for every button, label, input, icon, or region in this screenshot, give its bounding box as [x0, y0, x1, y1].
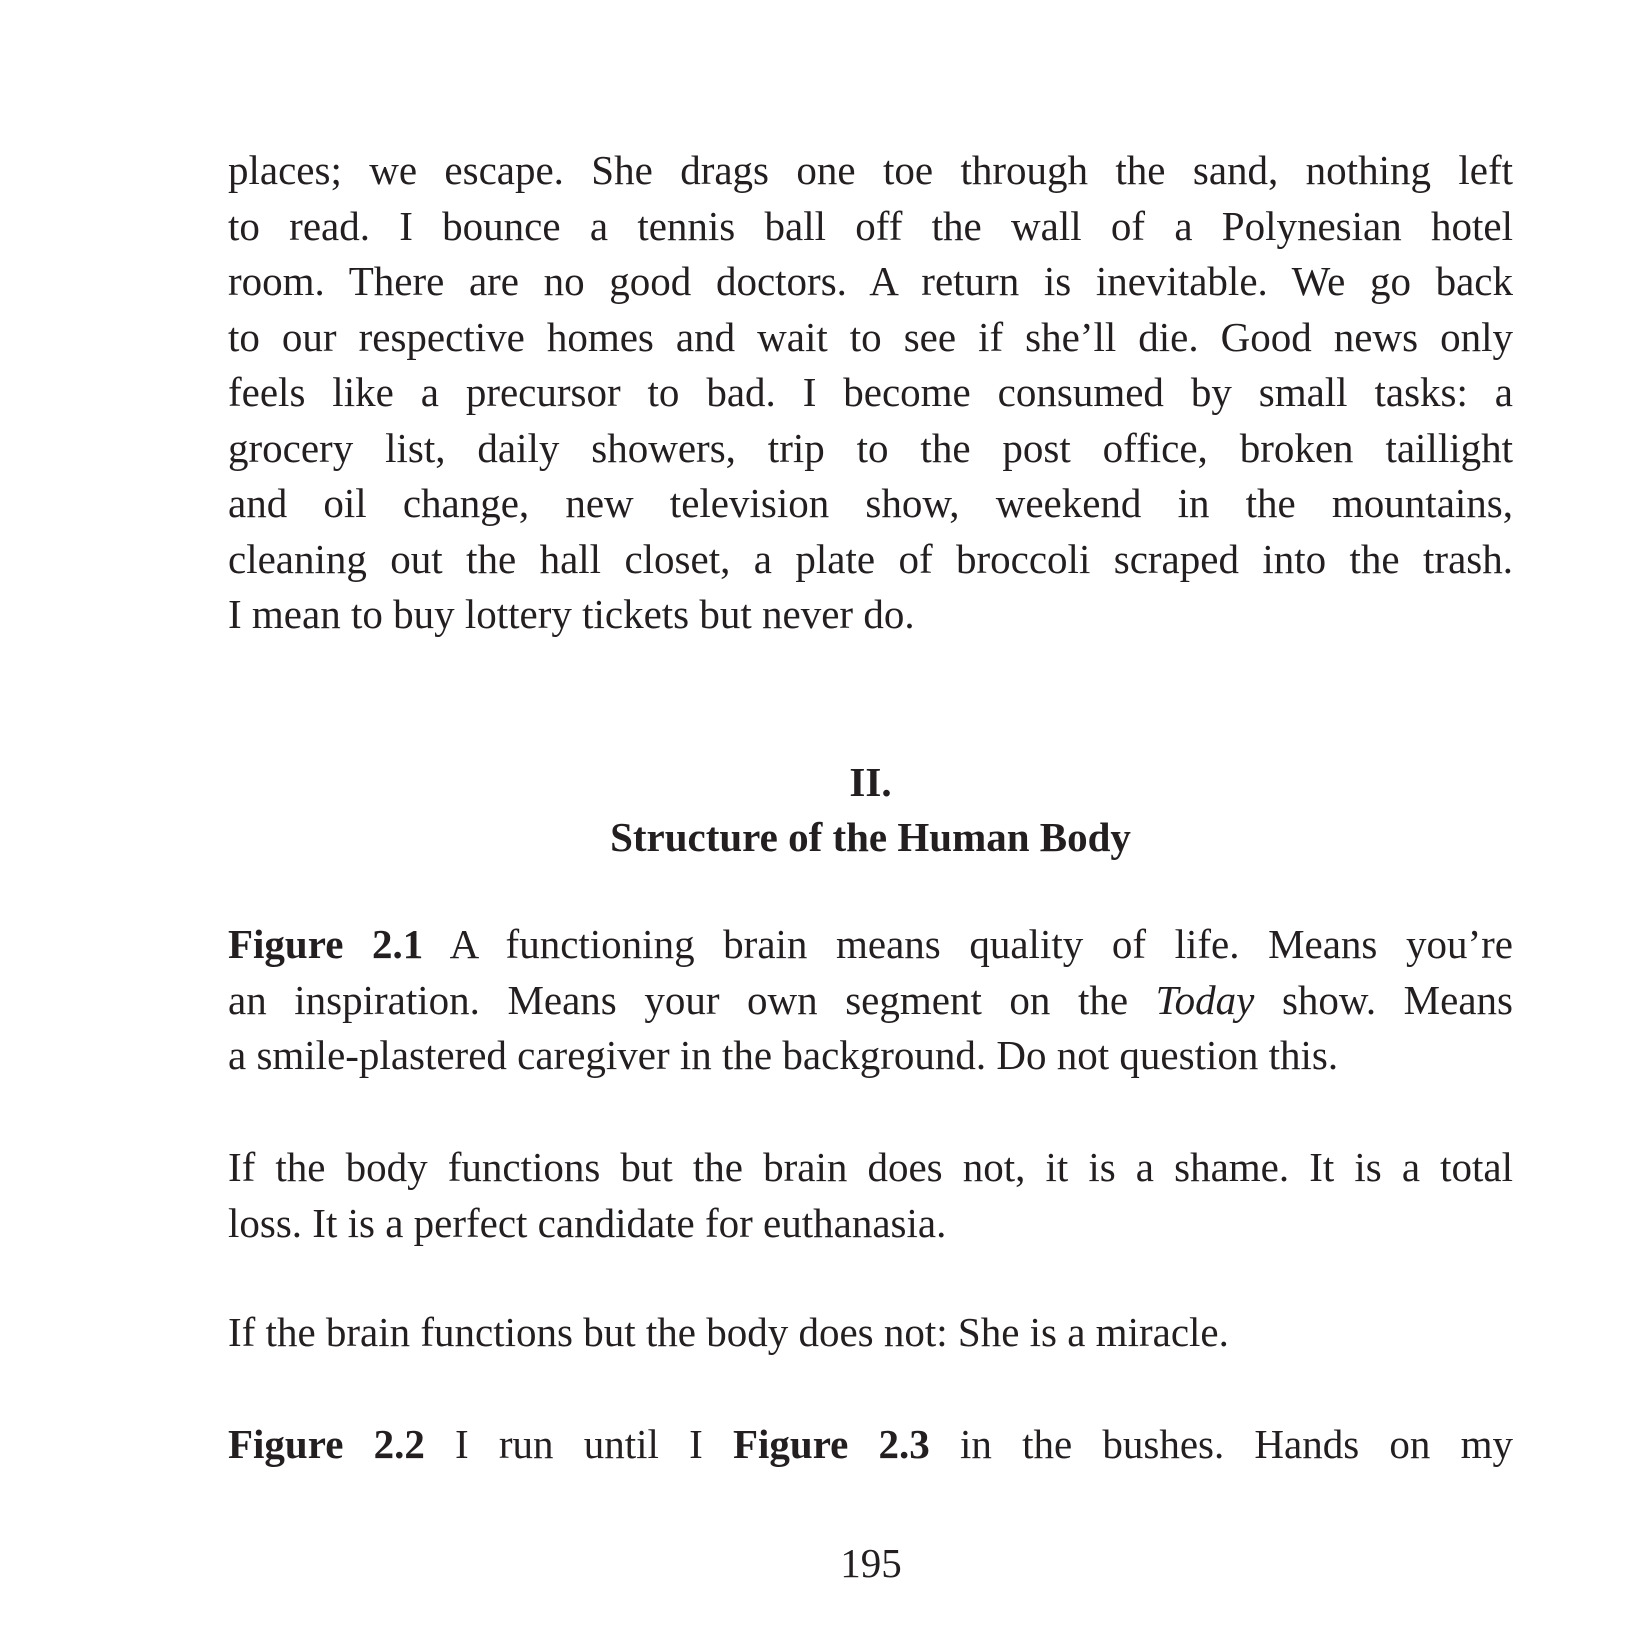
- show-title: Today: [1155, 976, 1255, 1023]
- text-line: [228, 973, 1513, 1029]
- paragraph-brain-functions: [228, 1305, 1513, 1361]
- text-fragment: I run until I: [424, 1421, 733, 1467]
- paragraph-escape: [228, 143, 1513, 643]
- figure-label: Figure 2.2: [228, 1421, 425, 1467]
- text-fragment: an inspiration. Means your own segment on the: [228, 976, 1156, 1023]
- page-number: 195: [840, 1540, 902, 1586]
- text-line: [228, 917, 1513, 973]
- section-number: II.: [849, 759, 892, 805]
- text-line: room. There are no good doctors. A return is inevitable. We go back: [228, 258, 1513, 304]
- section-title: Structure of the Human Body: [610, 814, 1131, 860]
- text-line: and oil change, new television show, weekend in the mountains,: [228, 480, 1513, 526]
- text-line: If the body functions but the brain does not, it is a shame. It is a total: [228, 1144, 1513, 1190]
- text-line: feels like a precursor to bad. I become consumed by small tasks: a: [228, 369, 1513, 415]
- text-fragment: A functioning brain means quality of life. Means you’re: [423, 921, 1513, 967]
- text-fragment: show. Means: [1254, 976, 1513, 1023]
- text-line: to our respective homes and wait to see if she’ll die. Good news only: [228, 313, 1513, 360]
- text-line: [228, 1417, 1513, 1473]
- paragraph-figure-2-2: [228, 1417, 1513, 1473]
- text-line: cleaning out the hall closet, a plate of broccoli scraped into the trash.: [228, 535, 1513, 582]
- text-line: grocery list, daily showers, trip to the post office, broken taillight: [228, 424, 1513, 471]
- text-line: a smile-plastered caregiver in the background. Do not question this.: [228, 1032, 1339, 1078]
- figure-label: Figure 2.1: [228, 921, 424, 967]
- text-fragment: in the bushes. Hands on my: [929, 1421, 1513, 1467]
- text-line: I mean to buy lottery tickets but never do.: [228, 591, 915, 637]
- paragraph-body-functions: [228, 1140, 1513, 1251]
- text-line: loss. It is a perfect candidate for euthanasia.: [228, 1199, 947, 1246]
- text-line: If the brain functions but the body does not: She is a miracle.: [228, 1309, 1229, 1355]
- text-line: places; we escape. She drags one toe through the sand, nothing left: [228, 147, 1513, 193]
- figure-label: Figure 2.3: [732, 1421, 930, 1467]
- text-line: to read. I bounce a tennis ball off the wall of a Polynesian hotel: [228, 202, 1513, 249]
- paragraph-figure-2-1: [228, 917, 1513, 1084]
